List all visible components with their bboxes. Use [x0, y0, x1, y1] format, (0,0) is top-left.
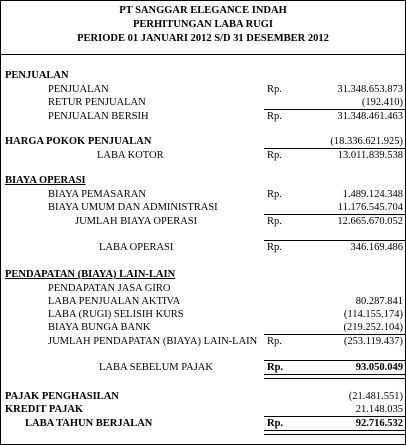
currency-label: Rp. — [267, 84, 282, 95]
laba-kotor-value: 13.011.839.538 — [337, 150, 403, 161]
biaya-bunga-bank-label: BIAYA BUNGA BANK — [48, 322, 151, 333]
selisih-kurs-label: LABA (RUGI) SELISIH KURS — [48, 309, 184, 320]
double-underline — [264, 430, 405, 435]
laba-kotor-label: LABA KOTOR — [97, 150, 164, 161]
retur-penjualan-label: RETUR PENJUALAN — [48, 97, 146, 108]
hpp-value: (18.336.621.925) — [330, 136, 403, 147]
pajak-penghasilan-value: (21.481.551) — [348, 391, 403, 402]
currency-label: Rp. — [267, 362, 284, 373]
kredit-pajak-label: KREDIT PAJAK — [5, 404, 84, 415]
penjualan-bersih-value: 31.348.461.463 — [337, 111, 403, 122]
penjualan-value: 31.348.653.873 — [337, 84, 403, 95]
jumlah-lain-lain-label: JUMLAH PENDAPATAN (BIAYA) LAIN-LAIN — [48, 336, 258, 347]
laba-sebelum-pajak-value: 93.050.049 — [355, 362, 403, 373]
statement-title: PERHITUNGAN LABA RUGI — [132, 19, 274, 30]
kredit-pajak-value: 21.148.035 — [355, 404, 403, 415]
penjualan-label: PENJUALAN — [48, 84, 109, 95]
laba-sebelum-pajak-label: LABA SEBELUM PAJAK — [99, 362, 213, 373]
laba-tahun-berjalan-value: 92.716.532 — [355, 418, 403, 429]
currency-label: Rp. — [267, 111, 282, 122]
biaya-pemasaran-value: 1.489.124.348 — [342, 189, 403, 200]
jumlah-lain-lain-value: (253.119.437) — [343, 336, 403, 347]
laba-operasi-label: LABA OPERASI — [99, 242, 174, 253]
pajak-penghasilan-label: PAJAK PENGHASILAN — [5, 391, 119, 402]
jasa-giro-label: PENDAPATAN JASA GIRO — [48, 283, 171, 294]
biaya-pemasaran-label: BIAYA PEMASARAN — [48, 189, 146, 200]
penjualan-bersih-label: PENJUALAN BERSIH — [48, 111, 149, 122]
laba-tahun-berjalan-label: LABA TAHUN BERJALAN — [25, 418, 153, 429]
retur-penjualan-value: (192.410) — [361, 97, 403, 108]
biaya-bunga-bank-value: (219.252.104) — [343, 322, 403, 333]
biaya-umum-label: BIAYA UMUM DAN ADMINISTRASI — [48, 202, 218, 213]
double-underline — [264, 374, 405, 379]
jumlah-biaya-operasi-value: 12.665.670.052 — [337, 216, 403, 227]
laba-penjualan-aktiva-value: 80.287.841 — [355, 296, 403, 307]
biaya-umum-value: 11.176.545.704 — [337, 202, 403, 213]
header-rule — [1, 54, 405, 55]
currency-label: Rp. — [267, 336, 282, 347]
laba-operasi-value: 346.169.486 — [350, 242, 403, 253]
hpp-heading: HARGA POKOK PENJUALAN — [5, 136, 152, 147]
currency-label: Rp. — [267, 216, 282, 227]
laba-penjualan-aktiva-label: LABA PENJUALAN AKTIVA — [48, 296, 181, 307]
currency-label: Rp. — [267, 189, 282, 200]
biaya-operasi-heading: BIAYA OPERASI — [5, 175, 86, 186]
section-penjualan-heading: PENJUALAN — [5, 70, 69, 81]
selisih-kurs-value: (114.155.174) — [343, 309, 403, 320]
currency-label: Rp. — [267, 242, 282, 253]
jumlah-biaya-operasi-label: JUMLAH BIAYA OPERASI — [75, 216, 198, 227]
currency-label: Rp. — [267, 418, 284, 429]
lain-lain-heading: PENDAPATAN (BIAYA) LAIN-LAIN — [5, 269, 176, 280]
company-name: PT SANGGAR ELEGANCE INDAH — [119, 5, 287, 16]
statement-period: PERIODE 01 JANUARI 2012 S/D 31 DESEMBER 2012 — [77, 33, 329, 44]
currency-label: Rp. — [267, 150, 282, 161]
